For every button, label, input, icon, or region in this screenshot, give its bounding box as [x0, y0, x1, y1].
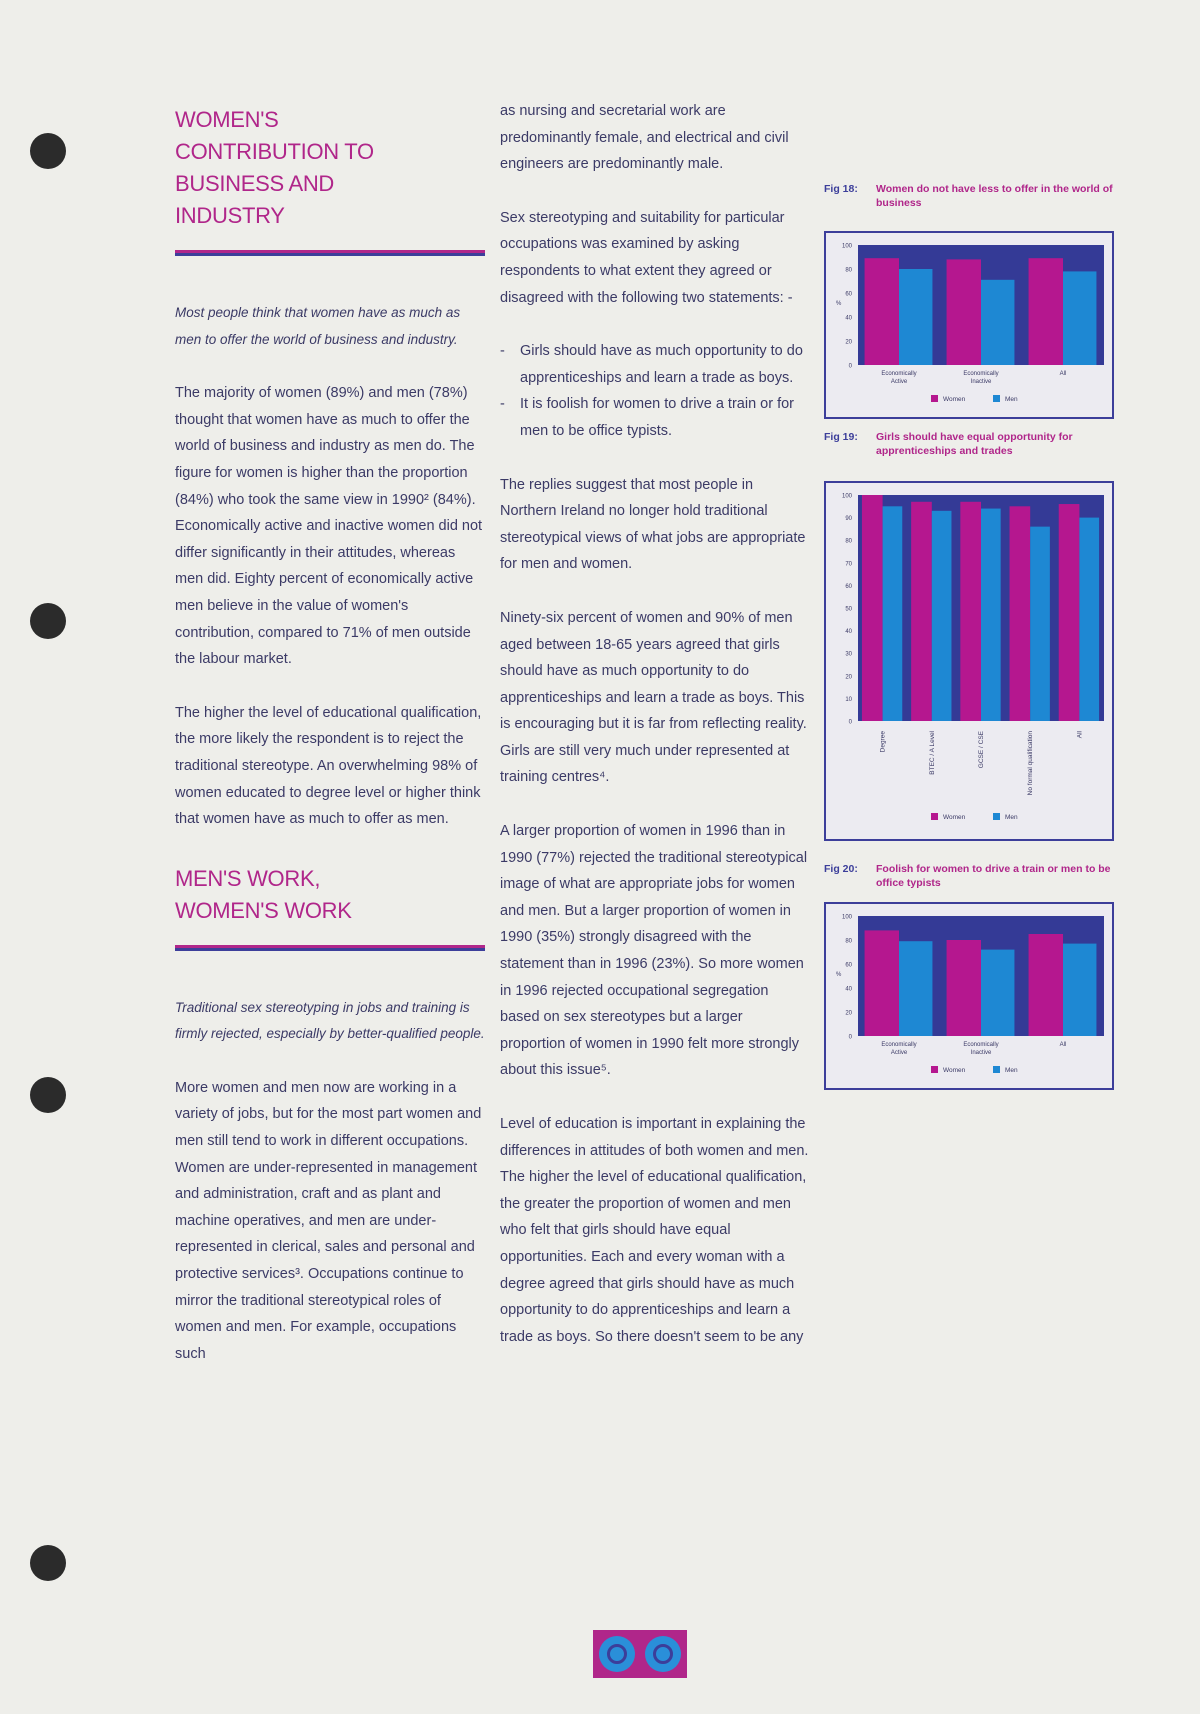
body-paragraph: The majority of women (89%) and men (78%) thought that women have as much to offer the world of business and industry as men do. The figure for women is higher than the proportion (84%) who took the same view in 1990² (84%). Economically active and inactive women did not differ significantly in their attitudes, whereas men did. Eighty percent of economically active men believe in the value of women's contribution, compared to 71% of men outside the labour market.	[175, 385, 483, 668]
bar-men	[1063, 944, 1096, 1036]
chart-svg	[826, 904, 1112, 1088]
category-label: BTEC / A Level	[928, 731, 936, 775]
bar-men	[1063, 271, 1096, 365]
body-paragraph: The replies suggest that most people in Northern Ireland no longer hold traditional stereotypical views of what jobs are appropriate for men and women.	[500, 476, 806, 573]
y-tick-label: 80	[845, 938, 852, 945]
bar-women	[1059, 504, 1080, 721]
y-tick-label: 60	[845, 583, 852, 590]
y-tick-label: 90	[845, 516, 852, 523]
body-paragraph: Ninety-six percent of women and 90% of men aged between 18-65 years agreed that girls should have as much opportunity to do apprenticeships and learn a trade as boys. This is encouraging but it is far from reflecting reality. Girls are still very much under represented at training centres⁴.	[500, 609, 807, 786]
figure-title: Women do not have less to offer in the world of business	[876, 183, 1113, 209]
bar-men	[1030, 527, 1050, 721]
logo-circle-right	[645, 1636, 681, 1672]
body-paragraph: A larger proportion of women in 1996 than in 1990 (77%) rejected the traditional stereotypical image of what are appropriate jobs for women and men. But a larger proportion of women in 1990 (35%) strongly disagreed with the statement than in 1996 (23%). So more women in 1996 rejected occupational segregation based on sex stereotypes but a larger proportion of women in 1990 felt more strongly about this issue⁵.	[500, 823, 808, 1079]
figure-title: Girls should have equal opportunity for apprenticeships and trades	[876, 431, 1073, 457]
figure-number: Fig 20:	[824, 863, 858, 875]
bullet-dash: -	[500, 343, 505, 360]
figure-caption	[824, 430, 1124, 458]
list-item	[500, 391, 810, 444]
y-tick-label: 50	[845, 606, 852, 613]
legend-swatch	[931, 813, 938, 820]
bullet-dash: -	[500, 396, 505, 413]
legend-swatch	[993, 395, 1000, 402]
punch-hole	[30, 1545, 66, 1581]
category-label: Economically	[963, 1042, 999, 1048]
category-label: Inactive	[970, 1050, 992, 1056]
legend-swatch	[931, 1066, 938, 1073]
body-paragraph: as nursing and secretarial work are predominantly female, and electrical and civil engineers are predominantly male.	[500, 103, 789, 173]
category-label: GCSE / CSE	[978, 731, 985, 769]
section-heading-contribution: WOMEN'S CONTRIBUTION TO BUSINESS AND INDUSTRY	[175, 107, 374, 228]
y-tick-label: 100	[841, 493, 852, 500]
logo	[593, 1630, 687, 1678]
category-label: All	[1076, 731, 1084, 739]
category-label: Active	[890, 1050, 908, 1056]
legend-label: Men	[1005, 1067, 1018, 1074]
legend-label: Women	[943, 814, 966, 821]
figure-number: Fig 18:	[824, 183, 858, 195]
middle-column	[500, 98, 810, 1377]
y-tick-label: 0	[848, 719, 852, 726]
punch-hole	[30, 603, 66, 639]
punch-hole	[30, 133, 66, 169]
y-tick-label: 100	[841, 243, 852, 250]
y-tick-label: 60	[845, 962, 852, 969]
category-label: Active	[890, 379, 908, 385]
category-label: All	[1059, 1042, 1067, 1048]
bar-women	[911, 502, 932, 721]
chart-fig18	[824, 231, 1114, 419]
bar-women	[865, 930, 899, 1036]
legend-label: Men	[1005, 396, 1018, 403]
y-tick-label: 10	[845, 696, 852, 703]
y-tick-label: 20	[845, 674, 852, 681]
bar-women	[1029, 934, 1063, 1036]
body-paragraph: Sex stereotyping and suitability for particular occupations was examined by asking respondents to what extent they agreed or disagreed with the following two statements: -	[500, 209, 793, 306]
category-label: Inactive	[970, 379, 992, 385]
punch-hole	[30, 1077, 66, 1113]
bar-men	[981, 280, 1014, 365]
bar-men	[932, 511, 952, 721]
list-item-text: Girls should have as much opportunity to do apprenticeships and learn a trade as boys.	[520, 343, 803, 386]
legend-label: Men	[1005, 814, 1018, 821]
y-axis-label: %	[836, 301, 842, 307]
figure-number: Fig 19:	[824, 431, 858, 443]
list-item	[500, 338, 810, 391]
bar-women	[960, 502, 981, 721]
bar-men	[899, 941, 932, 1036]
category-label: Economically	[881, 1042, 917, 1048]
y-tick-label: 80	[845, 267, 852, 274]
legend-label: Women	[943, 1067, 966, 1074]
heading-rule	[175, 945, 485, 951]
chart-fig19	[824, 481, 1114, 841]
lead-text: Traditional sex stereotyping in jobs and training is firmly rejected, especially by better-qualified people.	[175, 999, 485, 1042]
category-label: Economically	[881, 371, 917, 377]
y-tick-label: 0	[848, 1034, 852, 1041]
body-paragraph: More women and men now are working in a variety of jobs, but for the most part women and men still tend to work in different occupations. Women are under-represented in management and administration, craft and as plant and machine operatives, and men are under-represented in clerical, sales and personal and protective services³. Occupations continue to mirror the traditional stereotypical roles of women and men. For example, occupations such	[175, 1079, 482, 1362]
bar-women	[865, 258, 899, 365]
category-label: Economically	[963, 371, 999, 377]
bar-men	[981, 950, 1014, 1036]
bar-women	[1029, 258, 1063, 365]
lead-text: Most people think that women have as much as men to offer the world of business and industry.	[175, 305, 461, 347]
legend-label: Women	[943, 396, 966, 403]
y-tick-label: 0	[848, 363, 852, 370]
heading-rule	[175, 250, 485, 256]
section-heading-mens-work: MEN'S WORK, WOMEN'S WORK	[175, 865, 352, 923]
chart-svg	[826, 233, 1112, 417]
legend-swatch	[931, 395, 938, 402]
y-tick-label: 30	[845, 651, 852, 658]
figure-caption	[824, 182, 1124, 210]
body-paragraph: Level of education is important in explaining the differences in attitudes of both women and men. The higher the level of educational qualification, the greater the proportion of women and men who felt that girls should have equal opportunities. Each and every woman with a degree agreed that girls should have as much opportunity to do apprenticeships and learn a trade as boys. So there doesn't seem to be any	[500, 1116, 809, 1345]
legend-swatch	[993, 813, 1000, 820]
category-label: No formal qualification	[1027, 731, 1035, 796]
category-label: Degree	[879, 731, 887, 753]
bar-men	[1079, 518, 1099, 721]
bar-women	[862, 495, 883, 721]
left-column	[175, 100, 485, 1394]
y-tick-label: 100	[841, 914, 852, 921]
chart-fig20	[824, 902, 1114, 1090]
bar-women	[1010, 506, 1031, 721]
legend-swatch	[993, 1066, 1000, 1073]
bar-men	[883, 506, 903, 721]
list-item-text: It is foolish for women to drive a train or for men to be office typists.	[520, 396, 794, 439]
y-tick-label: 40	[845, 315, 852, 322]
y-axis-label: %	[836, 972, 842, 978]
bar-men	[981, 509, 1001, 721]
y-tick-label: 20	[845, 1010, 852, 1017]
body-paragraph: The higher the level of educational qualification, the more likely the respondent is to reject the traditional stereotype. An overwhelming 98% of women educated to degree level or higher think that women have as much to offer as men.	[175, 704, 482, 828]
y-tick-label: 70	[845, 561, 852, 568]
bar-men	[899, 269, 932, 365]
y-tick-label: 20	[845, 339, 852, 346]
logo-circle-left	[599, 1636, 635, 1672]
bar-women	[947, 259, 981, 365]
y-tick-label: 60	[845, 291, 852, 298]
statement-list	[500, 338, 810, 444]
bar-women	[947, 940, 981, 1036]
figure-caption	[824, 862, 1124, 890]
y-tick-label: 40	[845, 986, 852, 993]
category-label: All	[1059, 371, 1067, 377]
chart-svg	[826, 483, 1112, 839]
figure-title: Foolish for women to drive a train or men to be office typists	[876, 863, 1111, 889]
y-tick-label: 80	[845, 538, 852, 545]
y-tick-label: 40	[845, 629, 852, 636]
